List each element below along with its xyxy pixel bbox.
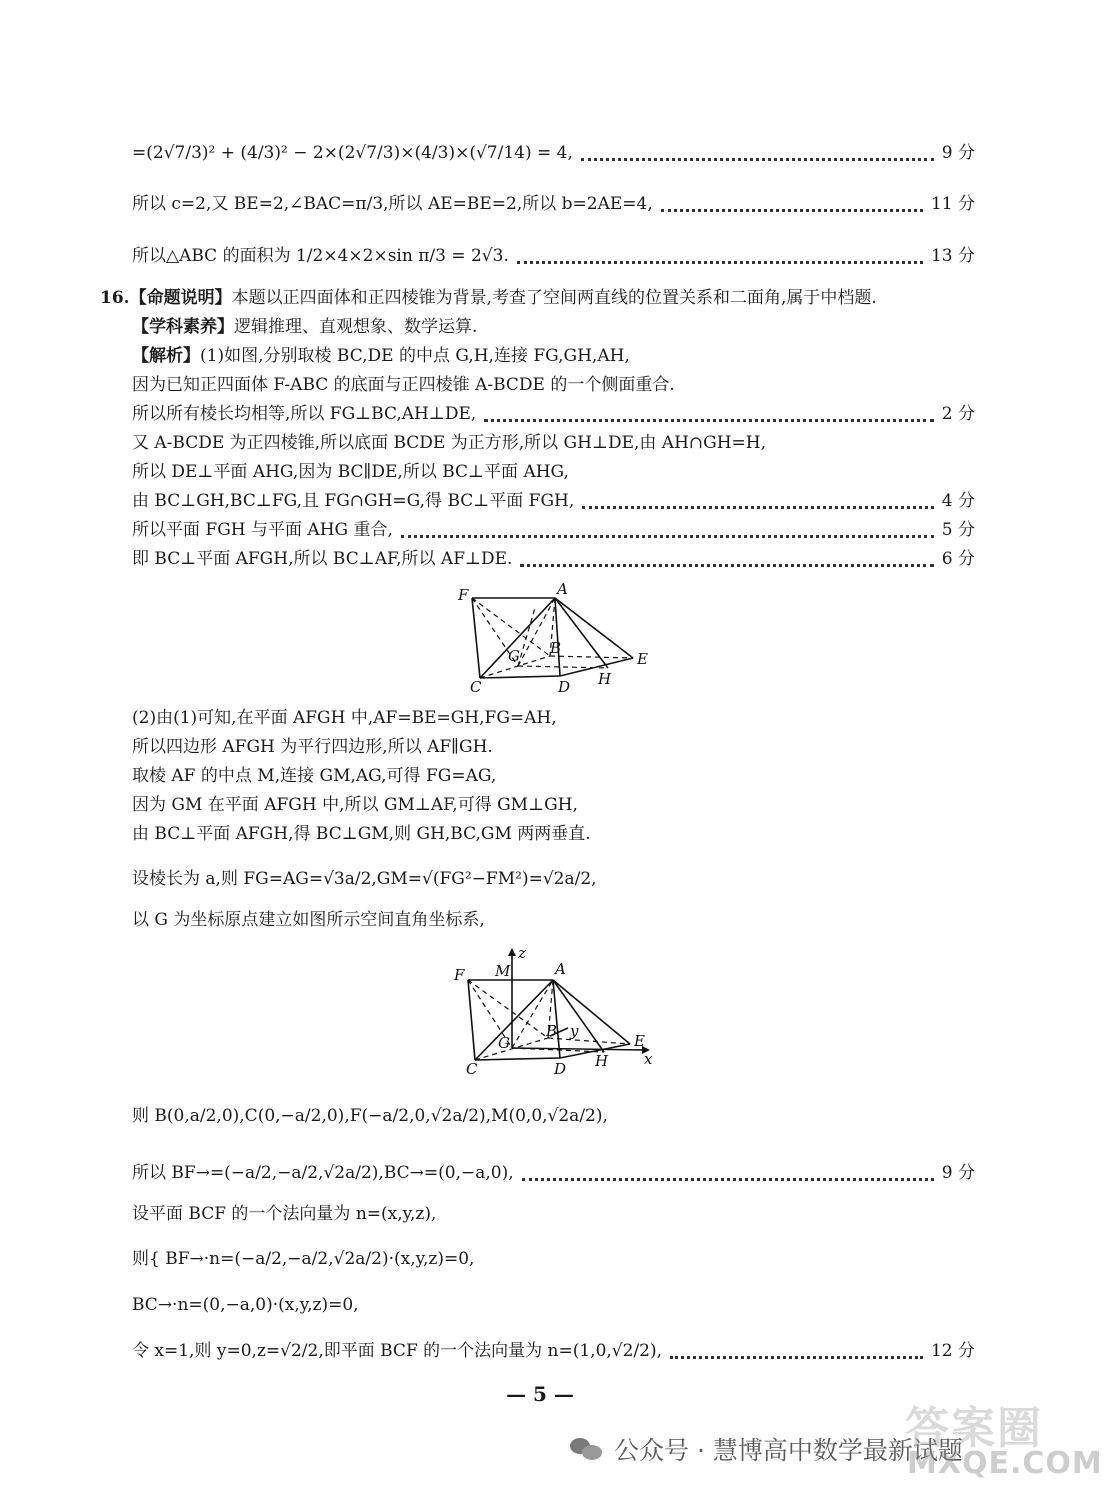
label-H2: H — [595, 1052, 609, 1070]
watermark — [570, 1432, 963, 1466]
score-label: 9 分 — [941, 143, 975, 163]
text-line — [132, 1246, 975, 1272]
line-text: 所以平面 FGH 与平面 AHG 重合, — [132, 520, 393, 540]
label-E2: E — [634, 1032, 645, 1050]
line-text: 本题以正四面体和正四棱锥为背景,考查了空间两直线的位置关系和二面角,属于中档题. — [231, 288, 877, 308]
stamp-logo — [905, 1390, 1103, 1485]
label-B2: B — [546, 1022, 558, 1040]
dot-leader — [520, 560, 933, 567]
dot-leader — [581, 154, 934, 161]
score-label: 11 分 — [930, 194, 975, 214]
score-label: 9 分 — [941, 1163, 975, 1183]
score-label: 5 分 — [941, 520, 975, 540]
line-text: 令 x=1,则 y=0,z=√2/2,即平面 BCF 的一个法向量为 n=(1,0,√2/2), — [132, 1341, 663, 1361]
text-line — [132, 1160, 975, 1186]
score-label: 4 分 — [941, 491, 975, 511]
label-G: G — [508, 647, 520, 665]
line-text: 所以所有棱长均相等,所以 FG⊥BC,AH⊥DE, — [132, 404, 477, 424]
line-text: 设棱长为 a,则 FG=AG=√3a/2,GM=√(FG²−FM²)=√2a/2, — [132, 869, 597, 889]
label-H: H — [598, 670, 612, 688]
line-text: 所以 BF→=(−a/2,−a/2,√2a/2),BC→=(0,−a,0), — [132, 1163, 514, 1183]
text-line — [132, 1338, 975, 1364]
line-text: 则 B(0,a/2,0),C(0,−a/2,0),F(−a/2,0,√2a/2),M(0,0,√2a/2), — [132, 1106, 608, 1126]
section-heading: 【解析】 — [132, 346, 200, 366]
label-A2: A — [555, 960, 566, 978]
label-M: M — [495, 962, 511, 980]
text-line — [132, 343, 975, 369]
line-text: 以 G 为坐标原点建立如图所示空间直角坐标系, — [132, 910, 485, 930]
line-text: 取棱 AF 的中点 M,连接 GM,AG,可得 FG=AG, — [132, 766, 497, 786]
text-line — [132, 1103, 975, 1129]
figure-pyramid-coords — [440, 944, 670, 1080]
line-text: 逻辑推理、直观想象、数学运算. — [234, 317, 478, 337]
label-z: z — [518, 944, 526, 962]
text-line — [132, 907, 975, 933]
dot-leader — [582, 502, 934, 509]
text-line — [132, 1201, 975, 1227]
text-line — [132, 866, 975, 892]
text-line — [100, 285, 975, 311]
label-y: y — [570, 1022, 579, 1040]
line-text: 所以 DE⊥平面 AHG,因为 BC∥DE,所以 BC⊥平面 AHG, — [132, 462, 569, 482]
line-text: (1)如图,分别取棱 BC,DE 的中点 G,H,连接 FG,GH,AH, — [200, 346, 630, 366]
text-line — [132, 243, 975, 269]
dot-leader — [401, 531, 934, 538]
label-x: x — [644, 1050, 653, 1068]
line-text: 设平面 BCF 的一个法向量为 n=(x,y,z), — [132, 1204, 437, 1224]
dot-leader — [522, 1174, 934, 1181]
label-D2: D — [554, 1060, 567, 1078]
score-label: 12 分 — [930, 1341, 975, 1361]
label-C2: C — [466, 1060, 478, 1078]
text-line — [132, 314, 975, 340]
text-line — [132, 763, 975, 789]
label-A: A — [557, 580, 568, 598]
score-label: 2 分 — [941, 404, 975, 424]
line-text: 又 A-BCDE 为正四棱锥,所以底面 BCDE 为正方形,所以 GH⊥DE,由 AH∩GH=H, — [132, 433, 767, 453]
line-text: 即 BC⊥平面 AFGH,所以 BC⊥AF,所以 AF⊥DE. — [132, 549, 513, 569]
label-E: E — [637, 650, 648, 668]
line-text: BC→·n=(0,−a,0)·(x,y,z)=0, — [132, 1295, 359, 1315]
label-D: D — [558, 678, 571, 696]
stamp-url: MXQE.COM — [907, 1446, 1103, 1481]
stamp-text: 答案圈 — [905, 1403, 1043, 1454]
text-line — [132, 401, 975, 427]
page-number: — 5 — — [506, 1382, 574, 1406]
score-label: 6 分 — [941, 549, 975, 569]
label-G2: G — [498, 1034, 510, 1052]
text-line — [132, 734, 975, 760]
text-line — [132, 517, 975, 543]
line-text: 则{ BF→·n=(−a/2,−a/2,√2a/2)·(x,y,z)=0, — [132, 1249, 475, 1269]
dot-leader — [661, 205, 923, 212]
line-text: =(2√7/3)² + (4/3)² − 2×(2√7/3)×(4/3)×(√7/14) = 4, — [132, 143, 573, 163]
figure-pyramid-1 — [440, 578, 660, 698]
text-line — [132, 1292, 975, 1318]
section-heading: 【学科素养】 — [132, 317, 234, 337]
text-line — [132, 792, 975, 818]
score-label: 13 分 — [930, 246, 975, 266]
watermark-text: 公众号 · 慧博高中数学最新试题 — [614, 1436, 963, 1465]
text-line — [132, 459, 975, 485]
text-line — [132, 546, 975, 572]
dot-leader — [670, 1352, 923, 1359]
dot-leader — [484, 415, 933, 422]
text-line — [132, 705, 975, 731]
question-number: 16. — [100, 288, 130, 308]
label-F: F — [458, 586, 469, 604]
label-F2: F — [454, 966, 465, 984]
line-text: 因为 GM 在平面 AFGH 中,所以 GM⊥AF,可得 GM⊥GH, — [132, 795, 578, 815]
line-text: (2)由(1)可知,在平面 AFGH 中,AF=BE=GH,FG=AH, — [132, 708, 557, 728]
line-text: 因为已知正四面体 F-ABC 的底面与正四棱锥 A-BCDE 的一个侧面重合. — [132, 375, 675, 395]
line-text: 所以 c=2,又 BE=2,∠BAC=π/3,所以 AE=BE=2,所以 b=2AE=4, — [132, 194, 653, 214]
line-text: 所以△ABC 的面积为 1/2×4×2×sin π/3 = 2√3. — [132, 246, 509, 266]
line-text: 由 BC⊥平面 AFGH,得 BC⊥GM,则 GH,BC,GM 两两垂直. — [132, 824, 591, 844]
line-text: 所以四边形 AFGH 为平行四边形,所以 AF∥GH. — [132, 737, 493, 757]
line-text: 由 BC⊥GH,BC⊥FG,且 FG∩GH=G,得 BC⊥平面 FGH, — [132, 491, 575, 511]
label-C: C — [470, 678, 482, 696]
text-line — [132, 488, 975, 514]
wechat-icon — [570, 1436, 604, 1462]
dot-leader — [517, 257, 923, 264]
text-line — [132, 821, 975, 847]
label-B: B — [550, 639, 562, 657]
text-line — [132, 430, 975, 456]
text-line — [132, 191, 975, 217]
section-heading: 【命题说明】 — [129, 288, 232, 308]
text-line — [132, 140, 975, 166]
text-line — [132, 372, 975, 398]
